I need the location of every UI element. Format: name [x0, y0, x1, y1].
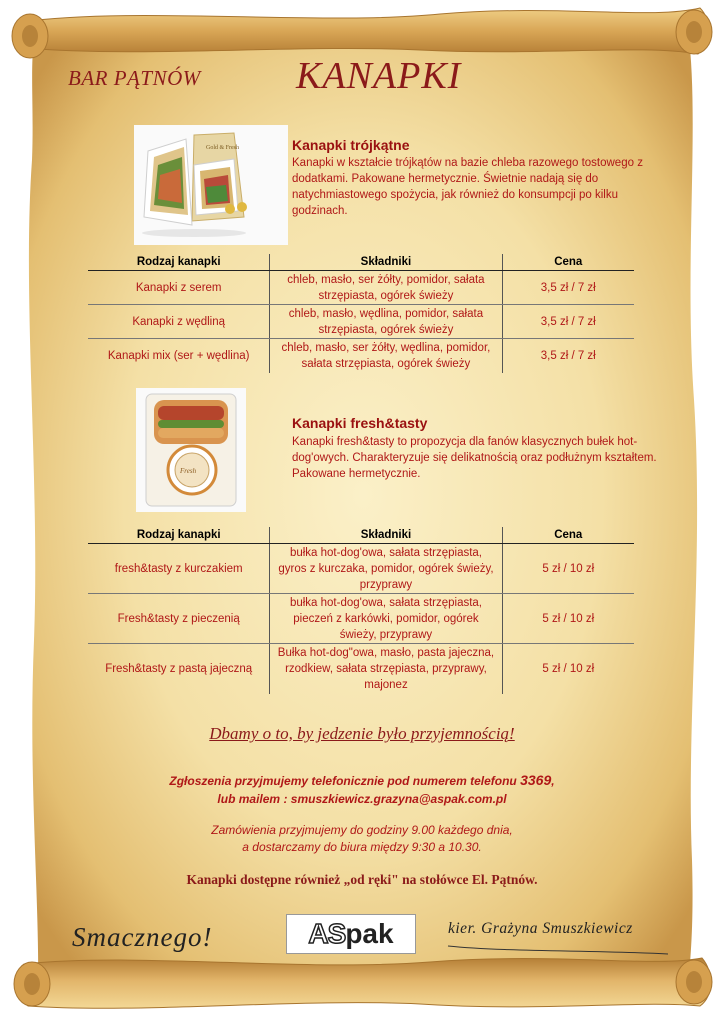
- sandwich-price: 3,5 zł / 7 zł: [502, 305, 634, 339]
- slogan: Dbamy o to, by jedzenie było przyjemnością!: [209, 724, 515, 743]
- greeting: Smacznego!: [72, 922, 213, 952]
- table-row: [88, 644, 634, 694]
- section1-title: Kanapki trójkątne: [292, 137, 410, 153]
- sandwich-ingredients: chleb, masło, wędlina, pomidor, sałata strzępiasta, ogórek świeży: [270, 305, 502, 339]
- table-row: [88, 339, 634, 373]
- sandwich-ingredients: chleb, masło, ser żółty, pomidor, sałata strzępiasta, ogórek świeży: [270, 271, 502, 305]
- signature: kier. Grażyna Smuszkiewicz: [448, 920, 633, 937]
- triangle-sandwich-image: [134, 125, 288, 245]
- table-row: [88, 544, 634, 594]
- column-header-ingredients: Składniki: [270, 254, 502, 271]
- order-line-1: Zamówienia przyjmujemy do godziny 9.00 każdego dnia,: [211, 823, 513, 837]
- page-title: KANAPKI: [296, 55, 462, 97]
- svg-text:Gold & Fresh: Gold & Fresh: [206, 145, 239, 151]
- column-header-type: Rodzaj kanapki: [88, 527, 270, 544]
- column-header-price: Cena: [502, 527, 634, 544]
- sandwich-ingredients: chleb, masło, ser żółty, wędlina, pomidor, sałata strzępiasta, ogórek świeży: [270, 339, 502, 373]
- column-header-price: Cena: [502, 254, 634, 271]
- svg-text:Fresh: Fresh: [180, 467, 197, 475]
- logo-as: AS: [308, 918, 346, 949]
- table-header-row: [88, 527, 634, 544]
- column-header-ingredients: Składniki: [270, 527, 502, 544]
- signature-underline: [446, 942, 672, 956]
- sandwich-price: 3,5 zł / 7 zł: [502, 271, 634, 305]
- availability-note: Kanapki dostępne również „od ręki" na stołówce El. Pątnów.: [186, 872, 538, 887]
- phone-text: Zgłoszenia przyjmujemy telefonicznie pod numerem telefonu: [169, 774, 517, 788]
- sandwich-price: 5 zł / 10 zł: [502, 544, 634, 594]
- sandwich-price: 5 zł / 10 zł: [542, 662, 595, 675]
- table-header-row: [88, 254, 634, 271]
- order-line-2: a dostarczamy do biura między 9:30 a 10.30.: [242, 840, 482, 854]
- sandwich-name: fresh&tasty z kurczakiem: [88, 544, 270, 594]
- sandwich-ingredients: Bułka hot-dog"owa, masło, pasta jajeczna, rzodkiew, sałata strzępiasta, przyprawy, majonez: [270, 644, 502, 694]
- sandwich-name: Fresh&tasty z pieczenią: [88, 594, 270, 644]
- phone-number: 3369: [520, 772, 552, 788]
- column-header-type: Rodzaj kanapki: [88, 254, 270, 271]
- sandwich-price: 5 zł / 10 zł: [502, 594, 634, 644]
- sandwich-name: Kanapki mix (ser + wędlina): [107, 349, 250, 362]
- sandwich-table-1: [88, 254, 634, 373]
- phone-contact: [0, 772, 724, 788]
- aspak-logo: [286, 914, 416, 954]
- sandwich-name: Kanapki z wędliną: [88, 305, 270, 339]
- section1-description: Kanapki w kształcie trójkątów na bazie chleba razowego tostowego z dodatkami. Pakowane hermetycznie. Świetnie nadają się do natychmiastowego spożycia, jak również do konsumpcji po kilku godzinach.: [292, 157, 643, 217]
- section2-description: Kanapki fresh&tasty to propozycja dla fanów klasycznych bułek hot-dog'owych. Charakteryzuje się delikatnością oraz podłużnym kształtem. Pakowane hermetycznie.: [292, 436, 657, 480]
- sandwich-name: Kanapki z serem: [88, 271, 270, 305]
- logo-pak: pak: [345, 918, 394, 949]
- sandwich-ingredients: bułka hot-dog'owa, sałata strzępiasta, pieczeń z karkówki, pomidor, ogórek świeży, przyprawy: [270, 594, 502, 644]
- phone-suffix: ,: [551, 774, 555, 788]
- email-contact: [0, 792, 724, 806]
- table-row: [88, 594, 634, 644]
- fresh-tasty-sandwich-image: [136, 388, 246, 512]
- email-text: lub mailem :: [217, 792, 288, 806]
- table-row: [88, 271, 634, 305]
- table-row: [88, 305, 634, 339]
- bar-name: BAR PĄTNÓW: [68, 66, 201, 90]
- email-link[interactable]: smuszkiewicz.grazyna@aspak.com.pl: [290, 792, 507, 806]
- sandwich-name: Fresh&tasty z pastą jajeczną: [105, 662, 253, 675]
- sandwich-table-2: [88, 527, 634, 694]
- sandwich-price: 3,5 zł / 7 zł: [540, 349, 596, 362]
- sandwich-ingredients: bułka hot-dog'owa, sałata strzępiasta, gyros z kurczaka, pomidor, ogórek świeży, przyprawy: [270, 544, 502, 594]
- section2-title: Kanapki fresh&tasty: [292, 415, 428, 431]
